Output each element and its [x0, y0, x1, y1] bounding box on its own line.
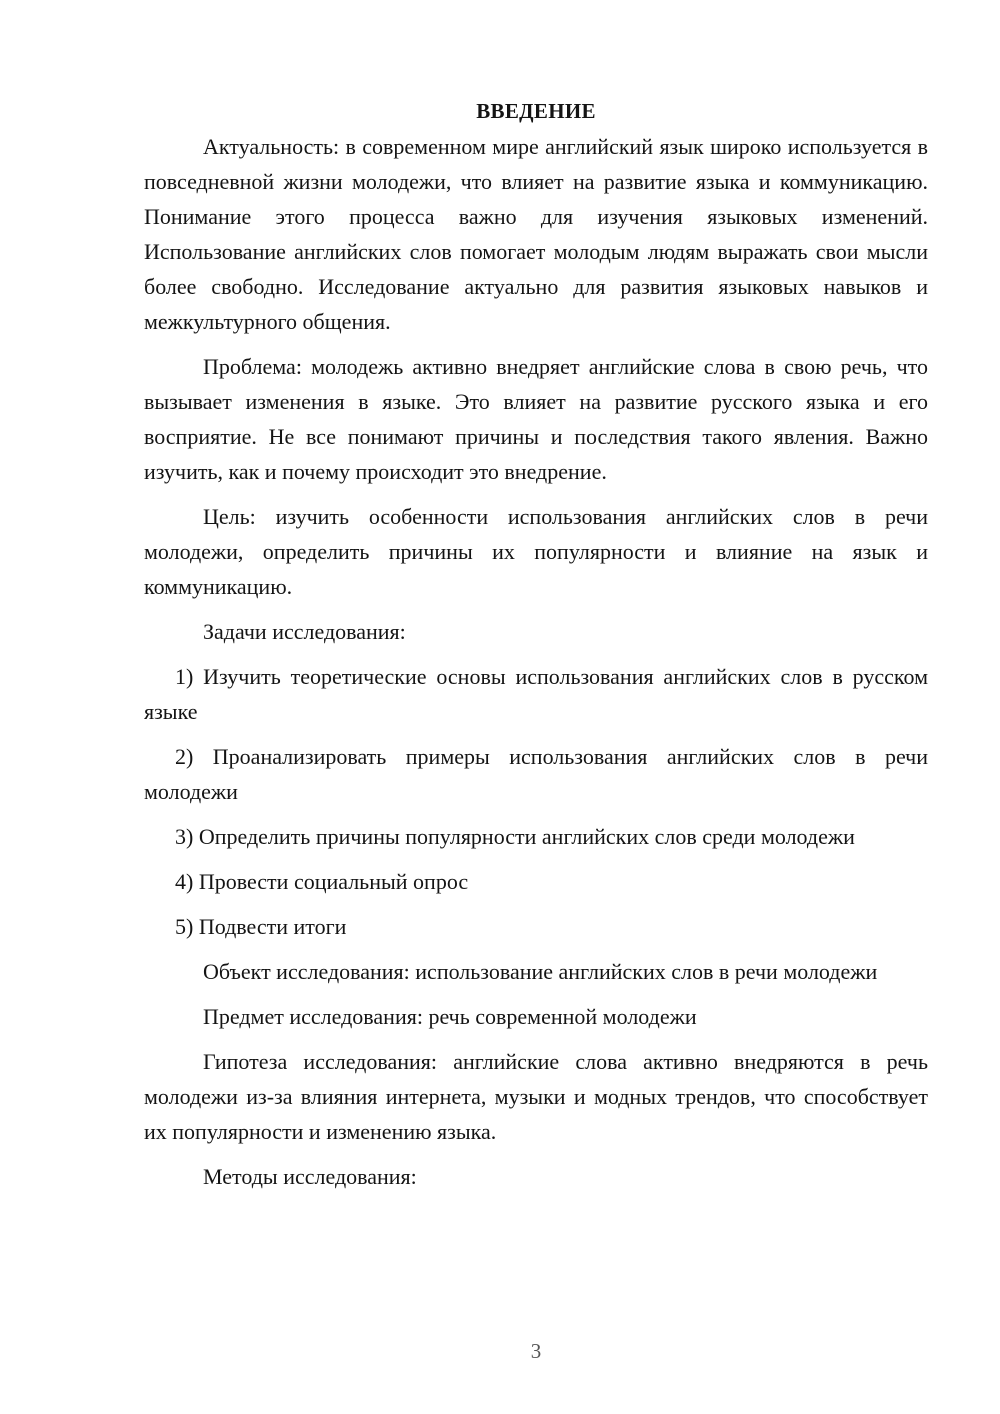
- paragraph-subject: Предмет исследования: речь современной молодежи: [203, 1004, 697, 1029]
- task-item-1: 1) Изучить теоретические основы использования английских слов в русском языке: [144, 664, 928, 724]
- paragraph-hypothesis: Гипотеза исследования: английские слова активно внедряются в речь молодежи из-за влияния интернета, музыки и модных трендов, что способствует их популярности и изменению языка.: [144, 1049, 928, 1144]
- task-item-3: 3) Определить причины популярности английских слов среди молодежи: [175, 824, 855, 849]
- task-item-2: 2) Проанализировать примеры использования английских слов в речи молодежи: [144, 744, 928, 804]
- page-number: 3: [530, 1339, 542, 1363]
- paragraph-problem: Проблема: молодежь активно внедряет английские слова в свою речь, что вызывает изменения в языке. Это влияет на развитие русского языка и его восприятие. Не все понимают причины и последствия такого явления. Важно изучить, как и почему происходит это внедрение.: [144, 354, 928, 484]
- section-heading: ВВЕДЕНИЕ: [476, 99, 596, 123]
- paragraph-relevance: Актуальность: в современном мире английский язык широко используется в повседневной жизни молодежи, что влияет на развитие языка и коммуникацию. Понимание этого процесса важно для изучения языковых изменений. Использование английских слов помогает молодым людям выражать свои мысли более свободно. Исследование актуально для развития языковых навыков и межкультурного общения.: [144, 134, 928, 334]
- paragraph-goal: Цель: изучить особенности использования английских слов в речи молодежи, определить причины их популярности и влияние на язык и коммуникацию.: [144, 504, 928, 599]
- task-item-4: 4) Провести социальный опрос: [175, 869, 469, 894]
- paragraph-tasks-title: Задачи исследования:: [203, 619, 406, 644]
- paragraph-object: Объект исследования: использование английских слов в речи молодежи: [203, 959, 878, 984]
- task-item-5: 5) Подвести итоги: [175, 914, 347, 939]
- page-content: [144, 94, 928, 1194]
- paragraph-methods-title: Методы исследования:: [203, 1164, 417, 1189]
